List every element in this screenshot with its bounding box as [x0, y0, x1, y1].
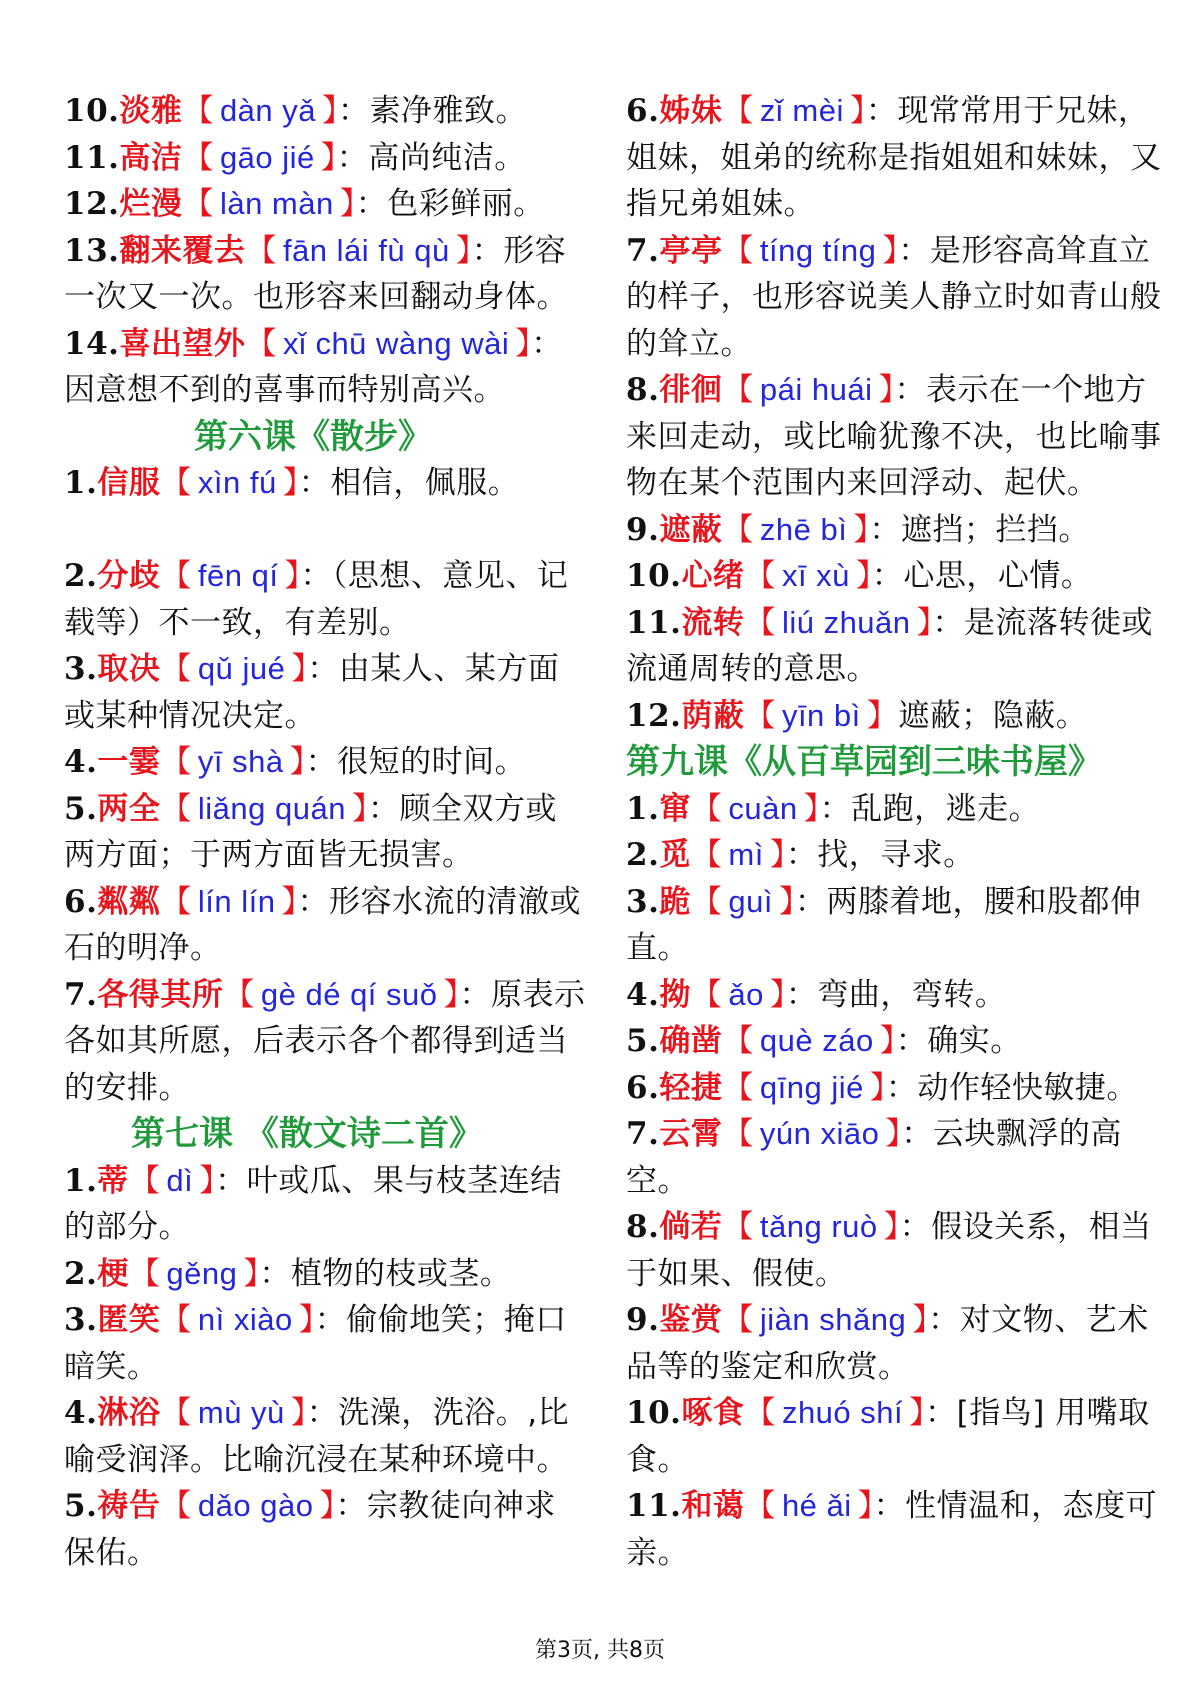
entry-number: 9. [626, 511, 660, 548]
vocab-word: 姊妹 [659, 93, 723, 129]
pinyin: yī shà [197, 744, 284, 779]
pinyin: dàn yǎ [219, 93, 317, 128]
left-bracket: 【 [223, 976, 255, 1013]
definition: ：对文物、艺术品等的鉴定和欣赏。 [626, 1302, 1149, 1385]
vocab-entry [626, 786, 1174, 833]
vocab-word: 流转 [681, 604, 745, 641]
pinyin: fān lái fù qù [282, 232, 450, 268]
vocab-word: 喜出望外 [119, 325, 246, 362]
right-bracket: 】 [778, 883, 795, 920]
right-bracket: 】 [298, 1302, 315, 1338]
entry-number: 1. [64, 465, 98, 501]
right-column [626, 88, 1174, 1576]
definition: 遮蔽；隐蔽。 [898, 697, 1088, 734]
entry-number: 3. [64, 651, 98, 687]
vocab-entry [64, 228, 587, 321]
entry-number: 10. [626, 558, 682, 594]
vocab-word: 梗 [97, 1255, 129, 1292]
entry-number: 9. [626, 1302, 660, 1338]
pinyin: què záo [759, 1023, 874, 1058]
vocab-word: 高洁 [119, 139, 183, 176]
pinyin: nì xiào [197, 1302, 293, 1337]
definition: ：确实。 [895, 1023, 1022, 1059]
vocab-entry [64, 972, 587, 1112]
lesson-heading: 第七课 《散文诗二首》 [131, 1114, 483, 1154]
vocab-word: 窜 [659, 790, 691, 827]
right-bracket: 】 [199, 1162, 216, 1199]
left-bracket: 【 [160, 790, 192, 827]
pinyin: làn màn [219, 186, 334, 221]
definition: ：性情温和，态度可亲。 [626, 1488, 1158, 1571]
left-bracket: 【 [160, 883, 192, 920]
pinyin: pái huái [759, 372, 873, 407]
definition: ：（思想、意见、记载等）不一致，有差别。 [64, 558, 569, 641]
left-bracket: 【 [690, 837, 723, 873]
left-bracket: 【 [128, 1162, 161, 1199]
entry-number: 10. [64, 93, 120, 129]
right-bracket: 】 [882, 232, 899, 269]
entry-number: 10. [626, 1395, 682, 1431]
left-bracket: 【 [182, 93, 214, 129]
vocab-word: 一霎 [97, 744, 161, 780]
right-bracket: 】 [909, 1395, 926, 1431]
definition: ：素净雅致。 [338, 93, 528, 129]
entry-number: 2. [64, 1255, 98, 1292]
vocab-entry [64, 553, 587, 646]
right-bracket: 】 [916, 604, 933, 641]
right-bracket: 】 [803, 790, 820, 827]
definition: ：很短的时间。 [305, 744, 527, 780]
left-bracket: 【 [160, 558, 192, 594]
pinyin: xǐ chū wàng wài [282, 325, 510, 361]
vocab-entry [64, 786, 587, 879]
right-bracket: 】 [878, 372, 895, 408]
vocab-word: 啄食 [681, 1395, 745, 1431]
lesson-heading: 第六课《散步》 [194, 416, 432, 457]
entry-number: 4. [626, 976, 660, 1013]
definition: ：云块飘浮的高空。 [626, 1116, 1122, 1199]
definition: ：找，寻求。 [785, 837, 975, 873]
pinyin: fēn qí [197, 558, 279, 593]
right-bracket: 】 [769, 837, 786, 873]
left-bracket: 【 [245, 325, 277, 362]
vocab-word: 鉴赏 [659, 1302, 723, 1338]
pinyin: zǐ mèi [759, 93, 844, 128]
definition: ：形容水流的清澈或石的明净。 [64, 883, 581, 966]
entry-number: 4. [64, 1395, 98, 1431]
definition: ：叶或瓜、果与枝茎连结的部分。 [64, 1162, 562, 1245]
pinyin: qīng jié [759, 1069, 864, 1105]
definition: ：由某人、某方面或某种情况决定。 [64, 651, 560, 734]
right-bracket: 】 [351, 790, 368, 827]
definition: ：形容一次又一次。也形容来回翻动身体。 [64, 232, 568, 315]
pinyin: yīn bì [781, 697, 861, 733]
entry-number: 1. [626, 790, 660, 827]
left-bracket: 【 [722, 1302, 754, 1338]
vocab-entry [626, 553, 1174, 600]
definition: ：表示在一个地方来回走动，或比喻犹豫不决，也比喻事物在某个范围内来回浮动、起伏。 [626, 372, 1162, 501]
entry-number: 7. [626, 1116, 660, 1152]
definition: ：现常常用于兄妹，姐妹，姐弟的统称是指姐姐和妹妹，又指兄弟姐妹。 [626, 93, 1162, 222]
right-bracket: 】 [443, 976, 460, 1013]
definition: ：心思，心情。 [871, 558, 1093, 594]
vocab-word: 拗 [659, 976, 691, 1013]
left-bracket: 【 [160, 1488, 192, 1524]
definition: ：弯曲，弯转。 [785, 976, 1007, 1013]
pinyin: dǎo gào [197, 1488, 314, 1523]
vocab-entry [626, 832, 1174, 879]
vocab-entry [64, 88, 587, 135]
right-bracket: 】 [515, 325, 532, 362]
right-bracket: 】 [319, 1488, 336, 1524]
right-bracket: 】 [885, 1116, 902, 1152]
vocab-entry [64, 1158, 587, 1251]
pinyin: tíng tíng [759, 232, 877, 268]
pinyin: hé ǎi [781, 1488, 852, 1523]
vocab-word: 轻捷 [659, 1069, 723, 1106]
vocab-entry [64, 460, 587, 507]
vocab-entry [626, 1111, 1174, 1204]
definition: ：相信，佩服。 [298, 465, 520, 501]
vocab-word: 各得其所 [97, 976, 224, 1013]
vocab-entry [64, 739, 587, 786]
left-bracket: 【 [690, 976, 723, 1013]
left-bracket: 【 [160, 465, 192, 501]
entry-number: 5. [626, 1023, 660, 1059]
right-bracket: 】 [243, 1255, 260, 1292]
left-bracket: 【 [245, 232, 277, 269]
definition: ：原表示各如其所愿，后表示各个都得到适当的安排。 [64, 976, 586, 1106]
vocab-entry [64, 1390, 587, 1483]
vocab-entry [626, 228, 1174, 368]
vocab-word: 两全 [97, 790, 161, 827]
vocab-word: 匿笑 [97, 1302, 161, 1338]
definition: ：宗教徒向神求保佑。 [64, 1488, 556, 1571]
definition: ：遮挡；拦挡。 [869, 511, 1090, 548]
vocab-word: 确凿 [659, 1023, 723, 1059]
left-bracket: 【 [722, 1209, 754, 1245]
left-bracket: 【 [182, 139, 214, 176]
pinyin: zhuó shí [781, 1395, 904, 1430]
entry-number: 3. [64, 1302, 98, 1338]
definition: ：植物的枝或茎。 [259, 1255, 512, 1292]
entry-number: 12. [64, 186, 120, 222]
vocab-word: 淋浴 [97, 1395, 161, 1431]
right-bracket: 】 [912, 1302, 929, 1338]
vocab-entry [626, 693, 1174, 740]
pinyin: lín lín [197, 883, 276, 919]
left-bracket: 【 [160, 651, 192, 687]
right-bracket: 】 [339, 186, 356, 222]
left-bracket: 【 [182, 186, 214, 222]
right-bracket: 】 [455, 232, 472, 269]
left-bracket: 【 [744, 604, 776, 641]
left-bracket: 【 [744, 1395, 776, 1431]
blank-line [64, 507, 587, 554]
vocab-word: 亭亭 [659, 232, 723, 269]
vocab-entry [64, 646, 587, 739]
pinyin: guì [728, 883, 773, 919]
vocab-entry [626, 367, 1174, 507]
vocab-word: 烂漫 [119, 186, 183, 222]
vocab-word: 翻来覆去 [119, 232, 246, 269]
entry-number: 5. [64, 790, 98, 827]
vocab-word: 蒂 [97, 1162, 129, 1199]
pinyin: ǎo [728, 976, 764, 1012]
definition: ：因意想不到的喜事而特别高兴。 [64, 325, 563, 408]
entry-number: 6. [626, 1069, 660, 1106]
right-bracket: 】 [883, 1209, 900, 1245]
pinyin: mù yù [197, 1395, 285, 1430]
pinyin: yún xiāo [759, 1116, 880, 1151]
right-bracket: 】 [866, 697, 899, 734]
vocab-entry [64, 1297, 587, 1390]
left-bracket: 【 [722, 1116, 754, 1152]
vocab-entry [626, 1065, 1174, 1112]
entry-number: 8. [626, 1209, 660, 1245]
right-bracket: 】 [879, 1023, 896, 1059]
right-bracket: 】 [290, 1395, 307, 1431]
entry-number: 14. [64, 325, 120, 362]
vocab-word: 荫蔽 [681, 697, 745, 734]
vocab-entry [64, 321, 587, 414]
entry-number: 11. [64, 139, 120, 176]
vocab-word: 心绪 [681, 558, 745, 594]
entry-number: 2. [626, 837, 660, 873]
left-bracket: 【 [690, 883, 723, 920]
right-bracket: 】 [769, 976, 786, 1013]
entry-number: 6. [64, 883, 98, 920]
entry-number: 5. [64, 1488, 98, 1524]
vocab-entry [64, 135, 587, 182]
pinyin: liú zhuǎn [781, 604, 911, 640]
left-bracket: 【 [160, 1302, 192, 1338]
left-bracket: 【 [128, 1255, 161, 1292]
lesson-heading: 第九课《从百草园到三味书屋》 [626, 742, 1102, 782]
right-bracket: 】 [857, 1488, 874, 1524]
entry-number: 3. [626, 883, 660, 920]
page-footer: 第3页, 共8页 [535, 1638, 665, 1663]
entry-number: 7. [64, 976, 98, 1013]
vocab-entry [626, 1018, 1174, 1065]
entry-number: 13. [64, 232, 120, 269]
vocab-word: 觅 [659, 837, 691, 873]
pinyin: zhē bì [759, 511, 848, 547]
entry-number: 11. [626, 1488, 682, 1524]
definition: ：[指鸟] 用嘴取食。 [626, 1395, 1150, 1478]
vocab-word: 祷告 [97, 1488, 161, 1524]
definition: ：两膝着地，腰和股都伸直。 [626, 883, 1142, 966]
vocab-entry [626, 1483, 1174, 1576]
vocab-entry [64, 1251, 587, 1298]
vocab-word: 和蔼 [681, 1488, 745, 1524]
left-bracket: 【 [690, 790, 723, 827]
entry-number: 11. [626, 604, 682, 641]
entry-number: 7. [626, 232, 660, 269]
vocab-word: 取决 [97, 651, 161, 687]
vocab-entry [626, 1297, 1174, 1390]
pinyin: gěng [166, 1255, 238, 1291]
definition: ：色彩鲜丽。 [355, 186, 545, 222]
entry-number: 8. [626, 372, 660, 408]
pinyin: tǎng ruò [759, 1209, 878, 1244]
right-bracket: 】 [855, 558, 872, 594]
vocab-word: 遮蔽 [659, 511, 723, 548]
right-bracket: 】 [291, 651, 308, 687]
left-bracket: 【 [722, 511, 754, 548]
vocab-word: 徘徊 [659, 372, 723, 408]
definition: ：顾全双方或两方面；于两方面皆无损害。 [64, 790, 557, 873]
left-bracket: 【 [722, 93, 754, 129]
definition: ：假设关系，相当于如果、假使。 [626, 1209, 1152, 1292]
left-bracket: 【 [744, 697, 776, 734]
entry-number: 12. [626, 697, 682, 734]
definition: ：高尚纯洁。 [336, 139, 526, 176]
pinyin: jiàn shǎng [759, 1302, 907, 1337]
definition: ：偷偷地笑；掩口暗笑。 [64, 1302, 567, 1385]
vocab-word: 信服 [97, 465, 161, 501]
pinyin: gāo jié [219, 139, 315, 175]
entry-number: 4. [64, 744, 98, 780]
pinyin: cuàn [728, 790, 798, 826]
right-bracket: 】 [289, 744, 306, 780]
vocab-word: 跪 [659, 883, 691, 920]
entry-number: 2. [64, 558, 98, 594]
right-bracket: 】 [869, 1069, 886, 1106]
right-bracket: 】 [849, 93, 866, 129]
pinyin: xìn fú [197, 465, 277, 500]
left-bracket: 【 [160, 744, 192, 780]
vocab-entry [626, 507, 1174, 554]
vocab-word: 淡雅 [119, 93, 183, 129]
definition: ：洗澡，洗浴。,比喻受润泽。比喻沉浸在某种环境中。 [64, 1395, 570, 1478]
vocab-entry [626, 88, 1174, 228]
entry-number: 1. [64, 1162, 98, 1199]
pinyin: xī xù [781, 558, 850, 593]
left-bracket: 【 [744, 558, 776, 594]
left-bracket: 【 [722, 372, 754, 408]
left-bracket: 【 [722, 232, 754, 269]
vocab-word: 云霄 [659, 1116, 723, 1152]
vocab-entry [626, 972, 1174, 1019]
definition: ：动作轻快敏捷。 [885, 1069, 1138, 1106]
right-bracket: 】 [281, 883, 298, 920]
left-bracket: 【 [722, 1023, 754, 1059]
left-bracket: 【 [744, 1488, 776, 1524]
pinyin: dì [166, 1162, 194, 1198]
vocab-entry [626, 600, 1174, 693]
vocab-word: 分歧 [97, 558, 161, 594]
left-column [64, 88, 587, 1576]
right-bracket: 】 [322, 93, 339, 129]
right-bracket: 】 [284, 558, 301, 594]
left-bracket: 【 [160, 1395, 192, 1431]
pinyin: gè dé qí suǒ [260, 976, 438, 1012]
pinyin: mì [728, 837, 764, 872]
vocab-entry [64, 181, 587, 228]
definition: ：是形容高耸直立的样子，也形容说美人静立时如青山般的耸立。 [626, 232, 1162, 362]
definition: ：乱跑，逃走。 [819, 790, 1041, 827]
right-bracket: 】 [282, 465, 299, 501]
left-bracket: 【 [722, 1069, 754, 1106]
vocab-entry [626, 879, 1174, 972]
pinyin: qǔ jué [197, 651, 286, 686]
vocab-entry [64, 1483, 587, 1576]
pinyin: liǎng quán [197, 790, 346, 826]
vocab-word: 倘若 [659, 1209, 723, 1245]
entry-number: 6. [626, 93, 660, 129]
vocab-word: 粼粼 [97, 883, 161, 920]
right-bracket: 】 [320, 139, 337, 176]
vocab-entry [64, 879, 587, 972]
right-bracket: 】 [853, 511, 870, 548]
vocab-entry [626, 1204, 1174, 1297]
vocab-entry [626, 1390, 1174, 1483]
definition: ：是流落转徙或流通周转的意思。 [626, 604, 1154, 687]
